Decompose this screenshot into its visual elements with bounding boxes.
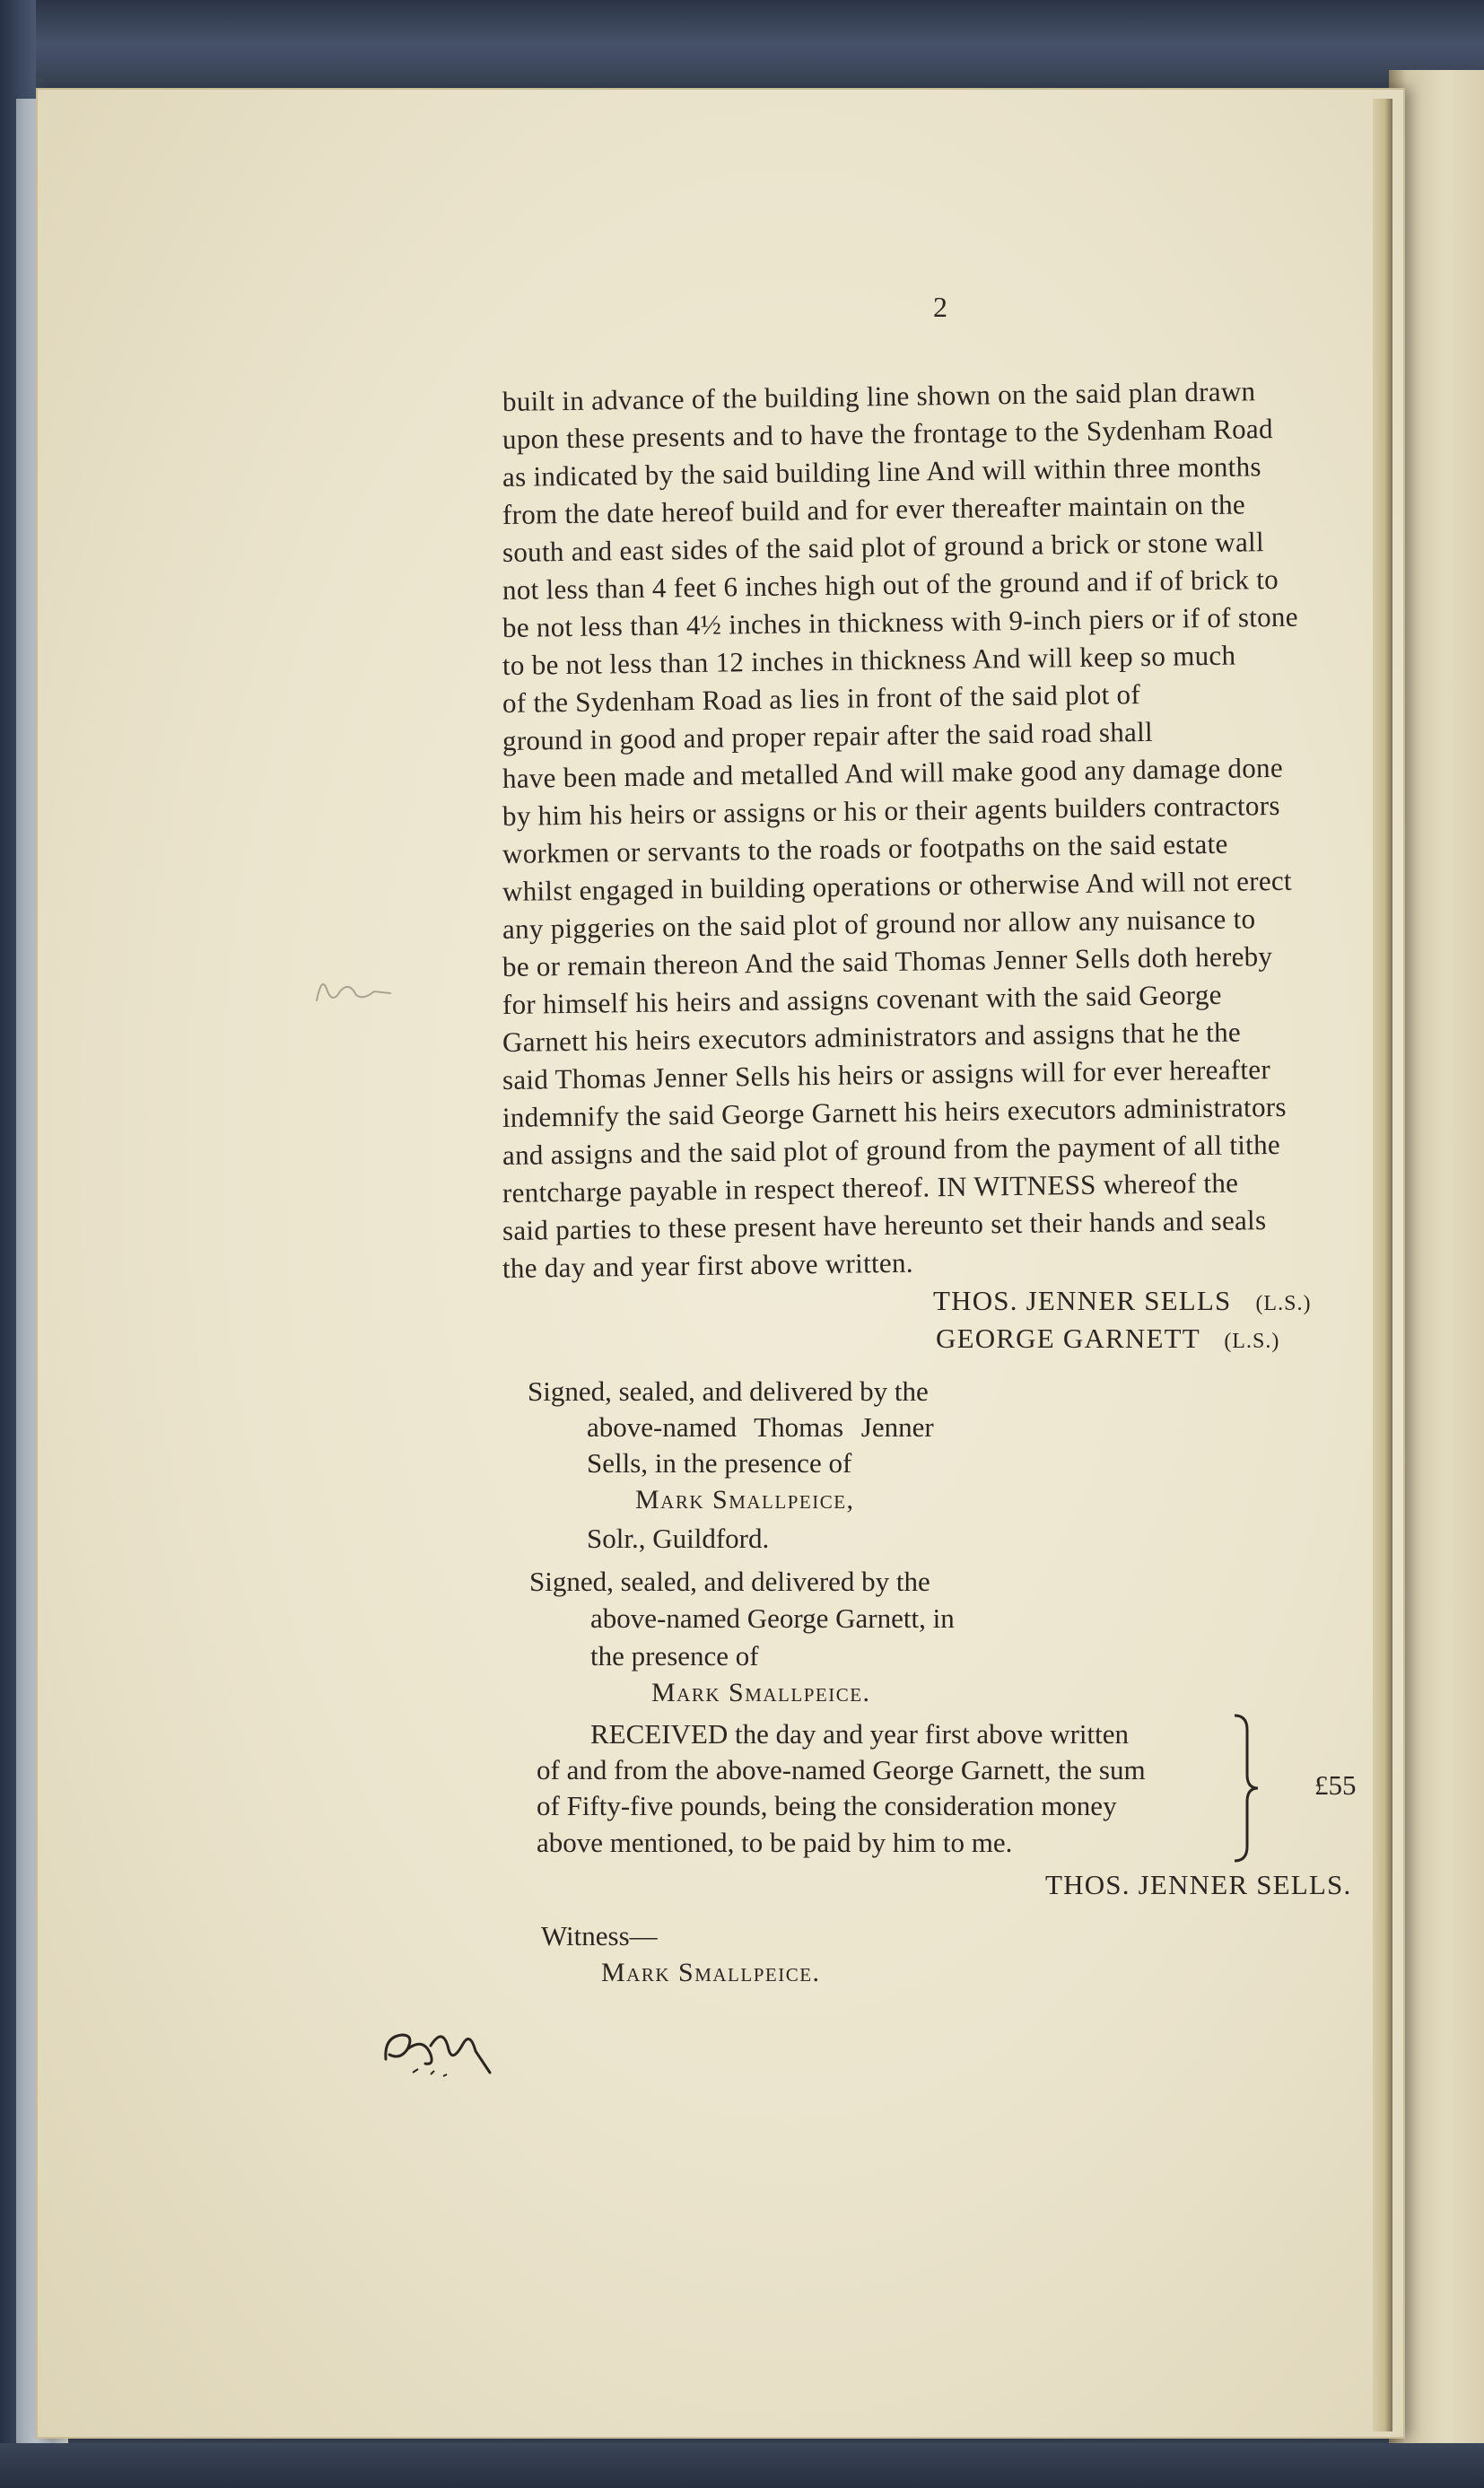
seal-mark: (L.S.) (1255, 1292, 1312, 1315)
body-line: of the Sydenham Road as lies in front of the said plot of (502, 678, 1141, 719)
body-line: and assigns and the said plot of ground from the payment of all tithe (502, 1128, 1281, 1171)
body-line: workmen or servants to the roads or footpaths on the said estate (502, 827, 1228, 869)
body-line: said Thomas Jenner Sells his heirs or assigns will for ever hereafter (502, 1053, 1271, 1096)
body-line: upon these presents and to have the frontage to the Sydenham Road (502, 413, 1274, 455)
body-line: be not less than 4½ inches in thickness with 9-inch piers or if of stone (502, 600, 1299, 643)
attestation-line: Signed, sealed, and delivered by the (529, 1566, 930, 1597)
body-line: to be not less than 12 inches in thickness And will keep so much (502, 639, 1236, 681)
receipt-line: of Fifty-five pounds, being the consideration money (537, 1790, 1117, 1821)
body-line: indemnify the said George Garnett his heirs executors administrators (502, 1090, 1287, 1133)
attestation-line: Signed, sealed, and delivered by the (528, 1375, 929, 1407)
body-line: be or remain thereon And the said Thomas Jenner Sells doth hereby (502, 940, 1273, 982)
attestation-line: above-named Thomas Jenner (587, 1411, 934, 1443)
pencil-mark (310, 965, 399, 1009)
body-line: rentcharge payable in respect thereof. IN WITNESS whereof the (502, 1166, 1239, 1209)
attestation-line: above-named George Garnett, in (590, 1602, 955, 1634)
seal-mark: (L.S.) (1224, 1330, 1280, 1353)
attestation-line: Sells, in the presence of (587, 1447, 852, 1479)
witness-label: Witness— (541, 1920, 658, 1951)
body-line: as indicated by the said building line And will within three months (502, 450, 1261, 493)
receipt-line: above mentioned, to be paid by him to me. (537, 1827, 1013, 1858)
body-line: for himself his heirs and assigns covenant with the said George (502, 978, 1222, 1020)
signature-garnett (936, 1323, 1279, 1355)
witness-name: Mark Smallpeice. (601, 1958, 821, 1987)
receipt-amount: £55 (1314, 1769, 1357, 1801)
signature-name: GEORGE GARNETT (936, 1323, 1200, 1354)
witness-name: Mark Smallpeice, (635, 1485, 855, 1515)
receipt-line: of and from the above-named George Garnett, the sum (537, 1754, 1146, 1785)
page-number: 2 (933, 291, 947, 323)
book-binding-bottom (0, 2443, 1484, 2488)
body-line: ground in good and proper repair after the said road shall (502, 715, 1154, 756)
body-line: have been made and metalled And will make good any damage done (502, 751, 1284, 794)
body-line: from the date hereof build and for ever thereafter maintain on the (502, 488, 1246, 530)
body-line: Garnett his heirs executors administrators and assigns that he the (502, 1016, 1242, 1058)
book-binding-top (0, 0, 1484, 74)
receipt-signature: THOS. JENNER SELLS. (1045, 1869, 1352, 1900)
body-line: said parties to these present have hereunto set their hands and seals (502, 1204, 1267, 1246)
attestation-line: the presence of (590, 1640, 759, 1672)
curly-brace-icon (1229, 1712, 1265, 1864)
body-line: built in advance of the building line shown on the said plan drawn (502, 375, 1256, 417)
page-edge-shadow (1373, 99, 1392, 2431)
body-line: any piggeries on the said plot of ground nor allow any nuisance to (502, 903, 1256, 945)
body-line: not less than 4 feet 6 inches high out of the ground and if of brick to (502, 563, 1279, 606)
signature-sells (933, 1285, 1311, 1317)
witness-title: Solr., Guildford. (587, 1523, 770, 1554)
body-line: the day and year first above written. (502, 1246, 914, 1284)
body-line: by him his heirs or assigns or his or their agents builders contractors (502, 789, 1280, 832)
handwritten-initials (377, 2010, 502, 2082)
receipt-line: RECEIVED the day and year first above written (590, 1718, 1130, 1750)
signature-name: THOS. JENNER SELLS (933, 1285, 1232, 1316)
witness-name: Mark Smallpeice. (651, 1678, 871, 1707)
body-line: south and east sides of the said plot of ground a brick or stone wall (502, 526, 1265, 568)
body-line: whilst engaged in building operations or otherwise And will not erect (502, 864, 1293, 907)
